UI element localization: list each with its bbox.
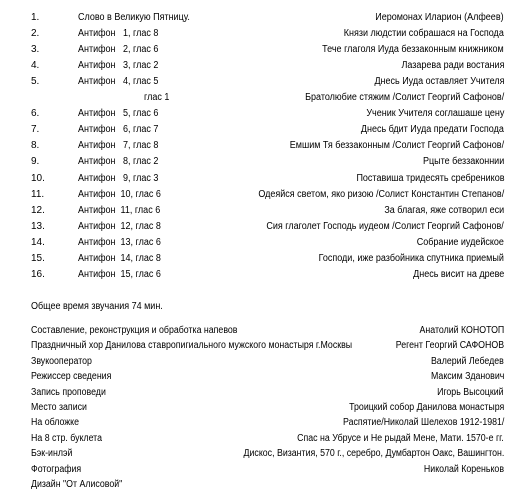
track-row [0, 122, 524, 137]
track-antiphon: Антифон 9, глас 3 [78, 172, 159, 184]
track-number: 8. [31, 140, 40, 152]
credit-role: Составление, реконструкция и обработка напевов [31, 325, 238, 336]
credit-role: На 8 стр. буклета [31, 432, 103, 444]
track-antiphon: Антифон 10, глас 6 [78, 188, 161, 200]
track-antiphon: глас 1 [144, 92, 170, 104]
track-number: 2. [31, 28, 40, 40]
track-title: Тече глаголя Иуда беззаконным книжником [322, 44, 504, 56]
credit-value: Регент Георгий САФОНОВ [395, 340, 504, 352]
track-row [0, 171, 524, 186]
track-number: 13. [31, 220, 45, 232]
credit-role: Запись проповеди [31, 386, 106, 398]
track-title: Господи, иже разбойника спутника приемый [318, 252, 504, 264]
credit-row [0, 446, 524, 461]
credit-value: Николай Кореньков [423, 463, 504, 475]
track-number: 4. [31, 60, 40, 72]
credit-role: Бэк-инлэй [31, 448, 73, 460]
track-antiphon: Антифон 8, глас 2 [78, 156, 159, 168]
credit-row [0, 477, 524, 492]
track-number: 3. [31, 44, 40, 56]
credit-row [0, 431, 524, 446]
track-antiphon: Антифон 12, глас 8 [78, 220, 161, 232]
track-title: Рцыте беззаконнии [422, 156, 504, 168]
track-row [0, 58, 524, 73]
credit-value: Максим Зданович [430, 371, 504, 383]
track-number: 14. [31, 236, 45, 248]
track-title: Князи людстии собрашася на Господа [343, 28, 504, 40]
credit-row [0, 338, 524, 353]
credit-row [0, 369, 524, 384]
track-antiphon: Антифон 1, глас 8 [78, 28, 159, 40]
track-title: За благая, яже сотворил еси [384, 204, 504, 216]
track-row [0, 267, 524, 282]
track-row [0, 42, 524, 57]
track-antiphon: Антифон 11, глас 6 [78, 204, 161, 216]
credit-row [0, 415, 524, 430]
track-antiphon: Антифон 4, глас 5 [78, 76, 159, 88]
credit-role: Дизайн "От Алисовой" [31, 479, 123, 490]
credit-role: На обложке [31, 417, 80, 429]
track-antiphon: Антифон 2, глас 6 [78, 44, 159, 56]
track-row [0, 154, 524, 169]
credit-role: Фотография [31, 463, 82, 475]
track-number: 6. [31, 108, 40, 120]
track-title: Поставиша тридесять сребреников [355, 172, 504, 184]
track-row [0, 106, 524, 121]
track-number: 10. [31, 172, 45, 184]
track-number: 16. [31, 268, 45, 280]
track-title: Собрание иудейское [416, 236, 504, 248]
track-number: 12. [31, 204, 45, 216]
track-row [0, 187, 524, 202]
track-row [0, 138, 524, 153]
track-title: Днесь бдит Иуда предати Господа [361, 124, 504, 136]
credit-role: Место записи [31, 402, 87, 413]
track-row [0, 251, 524, 266]
credit-row [0, 385, 524, 400]
track-antiphon: Антифон 13, глас 6 [78, 236, 161, 248]
track-title: Одеяйся светом, яко ризою /Солист Константин Степанов/ [258, 188, 504, 200]
track-antiphon: Антифон 5, глас 6 [78, 108, 159, 120]
track-row [0, 10, 524, 25]
credit-row [0, 462, 524, 477]
credit-role: Режиссер сведения [31, 371, 112, 383]
credit-row [0, 400, 524, 415]
track-row [0, 90, 524, 105]
credit-value: Анатолий КОНОТОП [419, 325, 504, 336]
credit-role: Праздничный хор Данилова ставропигиального мужского монастыря г.Москвы [31, 340, 353, 352]
credit-value: Распятие/Николай Шелехов 1912-1981/ [342, 417, 504, 429]
track-title: Ученик Учителя соглашаше цену [365, 108, 504, 120]
track-number: 9. [31, 156, 40, 168]
credit-value: Троицкий собор Данилова монастыря [348, 402, 504, 413]
track-title: Братолюбие стяжим /Солист Георгий Сафонов/ [304, 92, 504, 104]
track-row [0, 219, 524, 234]
track-number: 11. [31, 188, 45, 200]
track-row [0, 235, 524, 250]
track-number: 1. [31, 12, 40, 23]
credit-value: Игорь Высоцкий [437, 386, 504, 398]
total-duration: Общее время звучания 74 мин. [31, 301, 163, 312]
credit-value: Валерий Лебедев [431, 355, 504, 367]
track-antiphon: Антифон 14, глас 8 [78, 252, 161, 264]
credit-role: Звукооператор [31, 355, 92, 367]
track-title: Днесь висит на древе [412, 268, 504, 280]
track-row [0, 26, 524, 41]
track-title: Днесь Иуда оставляет Учителя [373, 76, 504, 88]
track-title: Сия глаголет Господь иудеом /Солист Георгий Сафонов/ [266, 220, 504, 232]
track-antiphon: Антифон 6, глас 7 [78, 124, 159, 136]
credit-row [0, 354, 524, 369]
track-antiphon: Антифон 7, глас 8 [78, 140, 159, 152]
track-row [0, 74, 524, 89]
track-title: Иеромонах Иларион (Алфеев) [375, 12, 504, 23]
credit-value: Дискос, Византия, 570 г., серебро, Думбартон Оакс, Вашингтон. [243, 448, 504, 460]
track-title: Емшим Тя беззаконным /Солист Георгий Сафонов/ [289, 140, 504, 152]
track-antiphon: Слово в Великую Пятницу. [78, 12, 190, 23]
track-number: 5. [31, 76, 40, 88]
track-antiphon: Антифон 3, глас 2 [78, 60, 159, 72]
credit-value: Спас на Убрусе и Не рыдай Мене, Мати. 1570-е гг. [297, 432, 504, 444]
track-number: 15. [31, 252, 45, 264]
track-row [0, 203, 524, 218]
track-title: Лазарева ради востания [400, 60, 504, 72]
credit-row [0, 323, 524, 338]
track-number: 7. [31, 124, 40, 136]
track-antiphon: Антифон 15, глас 6 [78, 268, 161, 280]
